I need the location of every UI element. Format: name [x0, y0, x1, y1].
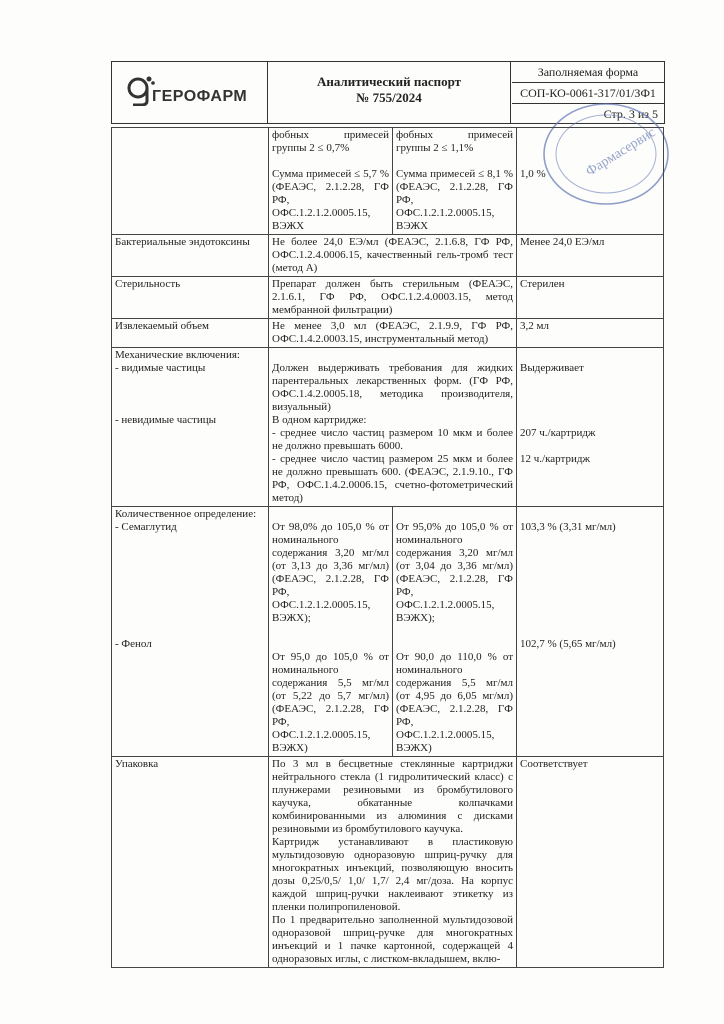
spec-text: По 3 мл в бесцветные стеклянные картриджи нейтрального стекла (1 гидролитический класс) с плунжерами резиновыми из бромбутилового каучука, обкатанные колпачками комбинированными из алюминия с дисками резиновыми из бромбутилового каучука.: [272, 758, 513, 835]
document-title: [268, 62, 511, 123]
result-text: 102,7 % (5,65 мг/мл): [520, 638, 616, 650]
parameter-text: - Фенол: [115, 638, 152, 650]
analysis-table: [111, 127, 664, 968]
result-cell: Менее 24,0 ЕЭ/мл: [517, 235, 664, 277]
form-label: Заполняемая форма: [512, 62, 664, 83]
parameter-text: Количественное определение:: [115, 508, 257, 520]
spec-cell: [269, 128, 393, 235]
logo-name: ГЕРОФАРМ: [152, 88, 248, 105]
form-code: СОП-КО-0061-317/01/ЗФ1: [512, 83, 664, 104]
result-cell: Соответствует: [517, 757, 664, 968]
table-row: [112, 348, 664, 507]
spec-text: Сумма примесей ≤ 8,1 % (ФЕАЭС, 2.1.2.28, ГФ РФ, ОФС.1.2.1.2.0005.15, ВЭЖХ: [396, 168, 513, 232]
parameter-text: - невидимые частицы: [115, 414, 216, 426]
parameter-cell: Извлекаемый объем: [112, 319, 269, 348]
spec-cell: [269, 507, 393, 757]
passport-number: № 755/2024: [356, 90, 422, 105]
result-text: 12 ч./картридж: [520, 453, 591, 465]
result-text: 103,3 % (3,31 мг/мл): [520, 521, 616, 533]
table-row: [112, 757, 664, 968]
spec-text: От 95,0% до 105,0 % от номинального содержания 3,20 мг/мл (от 3,04 до 3,36 мг/мл) (ФЕАЭС, 2.1.2.28, ГФ РФ, ОФС.1.2.1.2.0005.15, ВЭЖХ);: [396, 521, 513, 624]
logo-cell: [112, 62, 268, 123]
spec-text: Сумма примесей ≤ 5,7 % (ФЕАЭС, 2.1.2.28, ГФ РФ, ОФС.1.2.1.2.0005.15, ВЭЖХ: [272, 168, 389, 232]
result-cell: 3,2 мл: [517, 319, 664, 348]
parameter-cell: Упаковка: [112, 757, 269, 968]
table-row: [112, 128, 664, 235]
spec-text: Должен выдерживать требования для жидких парентеральных лекарственных форм. (ГФ РФ, ОФС.1.4.2.0005.18, методика производителя, визуальный): [272, 362, 513, 413]
spec-cell: [269, 757, 517, 968]
result-text: 1,0 %: [520, 168, 546, 180]
spec-text: фобных примесей группы 2 ≤ 1,1%: [396, 129, 513, 154]
result-cell: [517, 348, 664, 507]
spec-text: - среднее число частиц размером 10 мкм и более не должно превышать 6000.: [272, 427, 513, 452]
result-cell: [517, 507, 664, 757]
stamp-text: Фармасервис: [583, 125, 659, 180]
parameter-cell: [112, 507, 269, 757]
table-row: [112, 235, 664, 277]
table-row: [112, 277, 664, 319]
spec-text: Картридж устанавливают в пластиковую мультидозовую одноразовую шприц-ручку для многократных инъекций, позволяющую вносить дозы 0,25/0,5/ 1,0/ 1,7/ 2,4 мг/доза. На корпус каждой шприц-ручки наклеивают этикетку из пленки полипропиленовой.: [272, 836, 513, 913]
parameter-cell: Стерильность: [112, 277, 269, 319]
spec-cell: [269, 348, 517, 507]
table-row: [112, 507, 664, 757]
result-cell: Стерилен: [517, 277, 664, 319]
parameter-text: - Семаглутид: [115, 521, 177, 533]
spec-text: фобных примесей группы 2 ≤ 0,7%: [272, 129, 389, 154]
page-number: Стр. 3 из 5: [603, 107, 658, 121]
parameter-cell: [112, 128, 269, 235]
spec-cell: Не менее 3,0 мл (ФЕАЭС, 2.1.9.9, ГФ РФ, ОФС.1.4.2.0003.15, инструментальный метод): [269, 319, 517, 348]
table-row: [112, 319, 664, 348]
spec-cell: [393, 507, 517, 757]
spec-cell: Препарат должен быть стерильным (ФЕАЭС, 2.1.6.1, ГФ РФ, ОФС.1.2.4.0003.15, метод мембранной фильтрации): [269, 277, 517, 319]
result-text: 207 ч./картридж: [520, 427, 596, 439]
spec-text: В одном картридже:: [272, 414, 367, 426]
parameter-text: - видимые частицы: [115, 362, 206, 374]
spec-text: По 1 предварительно заполненной мультидозовой одноразовой шприц-ручке для многократных инъекций и 1 пачке картонной, содержащей 4 одноразовых иглы, с листком-вкладышем, вклю-: [272, 914, 513, 965]
parameter-text: Механические включения:: [115, 349, 240, 361]
parameter-cell: [112, 348, 269, 507]
result-text: Выдерживает: [520, 362, 584, 374]
spec-cell: [393, 128, 517, 235]
spec-text: От 98,0% до 105,0 % от номинального содержания 3,20 мг/мл (от 3,13 до 3,36 мг/мл) (ФЕАЭС, 2.1.2.28, ГФ РФ, ОФС.1.2.1.2.0005.15, ВЭЖХ);: [272, 521, 389, 624]
spec-cell: Не более 24,0 ЕЭ/мл (ФЕАЭС, 2.1.6.8, ГФ РФ, ОФС.1.2.4.0006.15, качественный гель-тромб тест (метод А): [269, 235, 517, 277]
spec-text: - среднее число частиц размером 25 мкм и более не должно превышать 600. (ФЕАЭС, 2.1.9.10., ГФ РФ, ОФС.1.4.2.0006.15, счетно-фотометрический метод): [272, 453, 513, 504]
gerofarm-logo-icon: [125, 74, 155, 106]
spec-text: От 95,0 до 105,0 % от номинального содержания 5,5 мг/мл (от 5,22 до 5,7 мг/мл) (ФЕАЭС, 2.1.2.28, ГФ РФ, ОФС.1.2.1.2.0005.15, ВЭЖХ): [272, 651, 389, 754]
spec-text: От 90,0 до 110,0 % от номинального содержания 5,5 мг/мл (от 4,95 до 6,05 мг/мл) (ФЕАЭС, 2.1.2.28, ГФ РФ, ОФС.1.2.1.2.0005.15, ВЭЖХ): [396, 651, 513, 754]
result-cell: [517, 128, 664, 235]
parameter-cell: Бактериальные эндотоксины: [112, 235, 269, 277]
title-line-1: Аналитический паспорт: [316, 74, 462, 89]
